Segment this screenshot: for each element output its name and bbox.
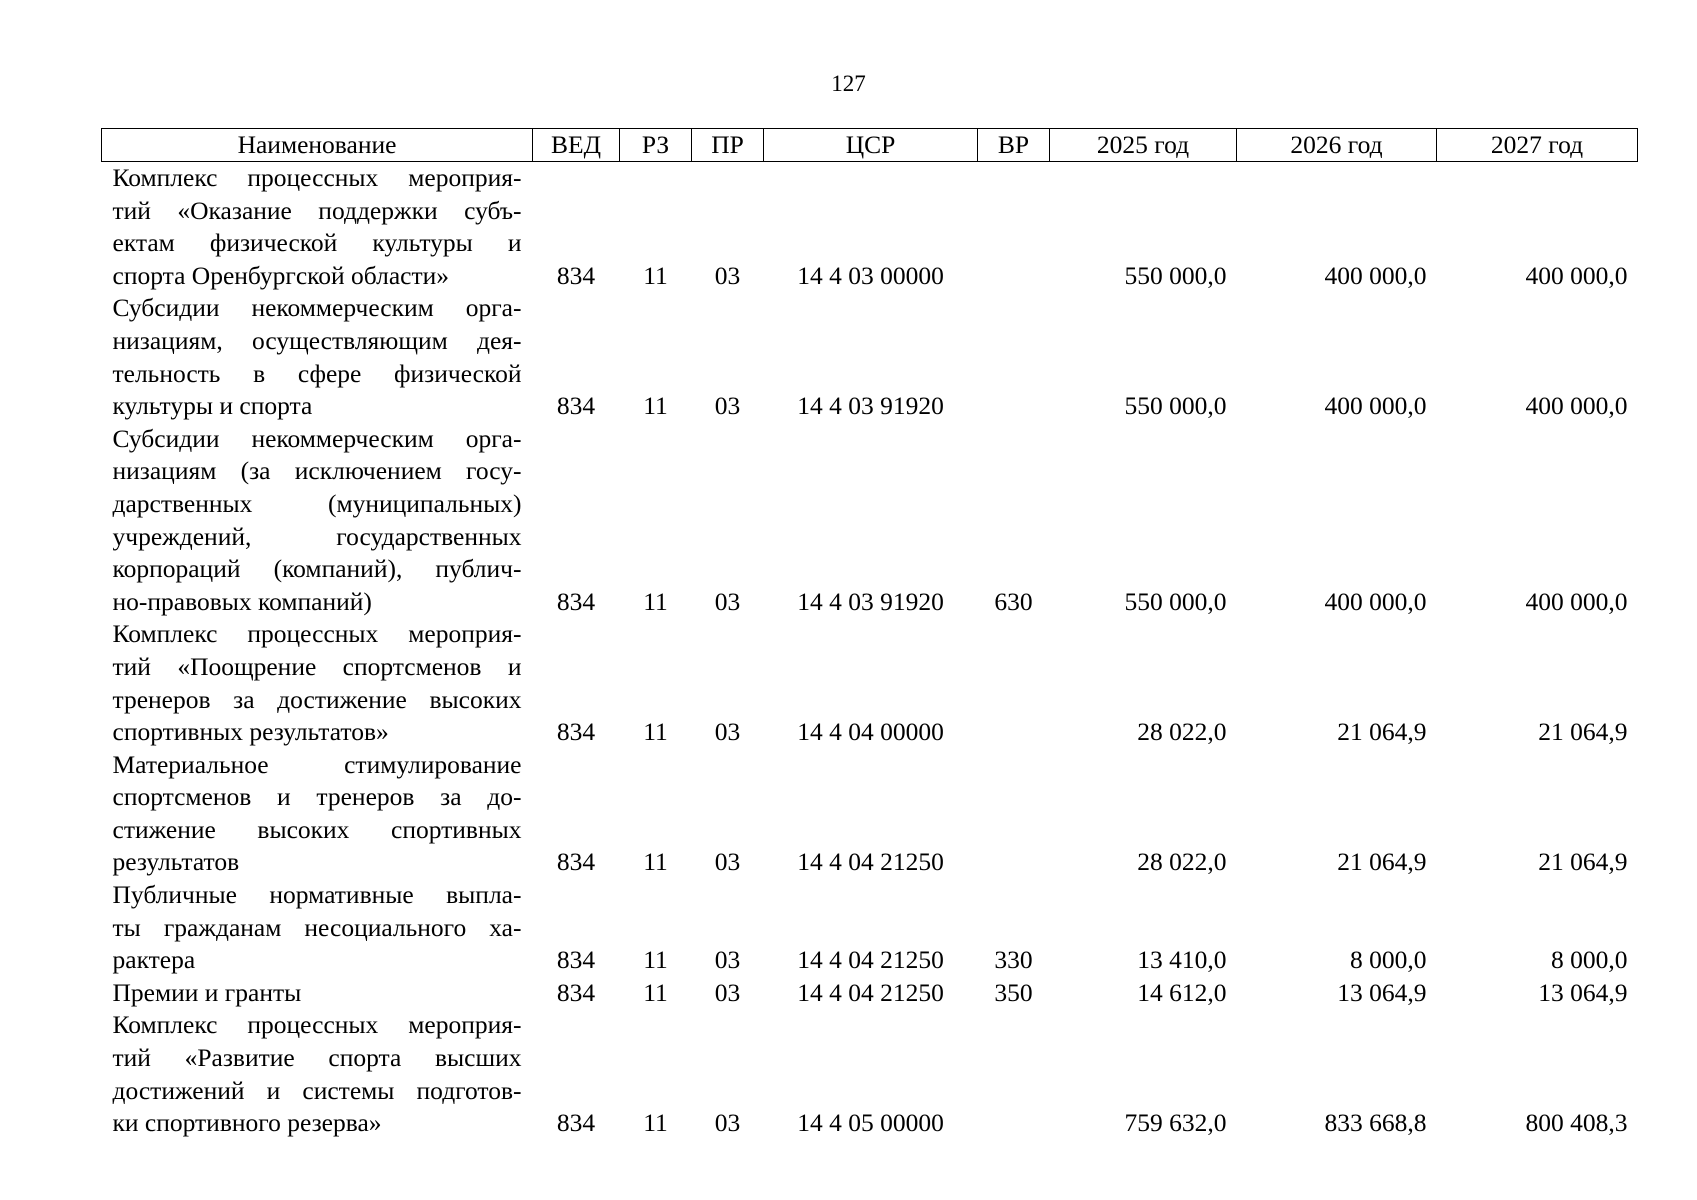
cell-y2026: 400 000,0 [1324, 260, 1427, 290]
cell-y2027: 400 000,0 [1525, 260, 1628, 290]
cell-y2025: 14 612,0 [1137, 977, 1227, 1007]
header-name: Наименование [102, 129, 533, 162]
row-name-line: тий «Поощрение спортсменов и [112, 651, 522, 681]
row-name-line: ты гражданам несоциального ха- [112, 912, 522, 942]
cell-pr: 03 [714, 586, 741, 616]
cell-y2027: 21 064,9 [1538, 717, 1628, 747]
cell-pr: 03 [714, 1108, 741, 1138]
row-name-line: результатов [112, 847, 240, 877]
header-pr: ПР [692, 129, 764, 162]
cell-rz: 11 [643, 717, 668, 747]
cell-vr [978, 1009, 1050, 1139]
cell-ved: 834 [556, 391, 596, 421]
cell-rz: 11 [643, 1108, 668, 1138]
row-name-line: учреждений, государственных [112, 521, 522, 551]
header-2027: 2027 год [1437, 129, 1638, 162]
row-name-line: стижение высоких спортивных [112, 814, 522, 844]
cell-ved: 834 [556, 586, 596, 616]
cell-ved: 834 [556, 260, 596, 290]
cell-csr: 14 4 04 21250 [797, 977, 944, 1007]
row-name-line: ектам физической культуры и [112, 228, 522, 258]
header-2026: 2026 год [1237, 129, 1437, 162]
row-name-line: Комплекс процессных мероприя- [112, 163, 522, 192]
cell-y2025: 550 000,0 [1124, 391, 1227, 421]
cell-pr: 03 [714, 847, 741, 877]
cell-pr: 03 [714, 977, 741, 1007]
table-row [102, 618, 1638, 748]
cell-y2025: 28 022,0 [1137, 847, 1227, 877]
cell-y2026: 400 000,0 [1324, 586, 1427, 616]
row-name-line: но-правовых компаний) [112, 586, 372, 616]
cell-y2026: 21 064,9 [1337, 717, 1427, 747]
row-name-line: Публичные нормативные выпла- [112, 880, 522, 910]
cell-ved: 834 [556, 977, 596, 1007]
row-name-line: Комплекс процессных мероприя- [112, 1010, 522, 1040]
cell-y2025: 28 022,0 [1137, 717, 1227, 747]
cell-vr [978, 618, 1050, 748]
row-name [102, 162, 533, 293]
row-name-line: Премии и гранты [112, 977, 302, 1007]
row-name-line: дарственных (муниципальных) [112, 488, 522, 518]
cell-vr: 350 [994, 977, 1033, 1007]
row-name-line: низациям, осуществляющим дея- [112, 325, 522, 355]
row-name-line: низациям (за исключением госу- [112, 456, 522, 486]
cell-ved: 834 [556, 945, 596, 975]
row-name [102, 618, 533, 748]
cell-y2026: 400 000,0 [1324, 391, 1427, 421]
cell-vr [978, 292, 1050, 422]
cell-y2027: 400 000,0 [1525, 586, 1628, 616]
table-row [102, 1009, 1638, 1139]
budget-table [101, 128, 1638, 1140]
cell-pr: 03 [714, 391, 741, 421]
cell-y2026: 21 064,9 [1337, 847, 1427, 877]
cell-y2027: 800 408,3 [1525, 1108, 1628, 1138]
row-name [102, 1009, 533, 1139]
row-name-line: тий «Оказание поддержки субъ- [112, 195, 522, 225]
cell-y2026: 8 000,0 [1350, 945, 1427, 975]
header-rz: РЗ [620, 129, 692, 162]
cell-y2025: 550 000,0 [1124, 260, 1227, 290]
cell-rz: 11 [643, 586, 668, 616]
cell-y2025: 13 410,0 [1137, 945, 1227, 975]
cell-csr: 14 4 05 00000 [797, 1108, 944, 1138]
cell-csr: 14 4 03 91920 [797, 586, 944, 616]
cell-csr: 14 4 04 00000 [797, 717, 944, 747]
cell-pr: 03 [714, 717, 741, 747]
cell-y2027: 400 000,0 [1525, 391, 1628, 421]
cell-csr: 14 4 04 21250 [797, 847, 944, 877]
table-row [102, 162, 1638, 293]
cell-vr: 330 [994, 945, 1033, 975]
cell-y2026: 833 668,8 [1324, 1108, 1427, 1138]
table-row [102, 749, 1638, 879]
row-name-line: спортсменов и тренеров за до- [112, 782, 522, 812]
row-name-line: тий «Развитие спорта высших [112, 1043, 522, 1073]
row-name [102, 879, 533, 977]
cell-rz: 11 [643, 391, 668, 421]
table-row [102, 423, 1638, 619]
table-header [102, 129, 1638, 162]
table-row [102, 977, 1638, 1010]
cell-csr: 14 4 04 21250 [797, 945, 944, 975]
row-name [102, 292, 533, 422]
header-row [102, 129, 1638, 162]
page-number: 127 [831, 71, 866, 96]
cell-ved: 834 [556, 847, 596, 877]
cell-y2026: 13 064,9 [1337, 977, 1427, 1007]
row-name [102, 749, 533, 879]
cell-rz: 11 [643, 977, 668, 1007]
cell-vr [978, 749, 1050, 879]
row-name-line: тельность в сфере физической [112, 358, 522, 388]
row-name-line: спорта Оренбургской области» [112, 260, 450, 290]
row-name-line: корпораций (компаний), публич- [112, 554, 522, 584]
row-name-line: культуры и спорта [112, 391, 313, 421]
table-row [102, 292, 1638, 422]
cell-y2027: 21 064,9 [1538, 847, 1628, 877]
cell-rz: 11 [643, 260, 668, 290]
cell-pr: 03 [714, 945, 741, 975]
cell-y2027: 8 000,0 [1551, 945, 1628, 975]
cell-y2025: 550 000,0 [1124, 586, 1227, 616]
row-name-line: Комплекс процессных мероприя- [112, 619, 522, 649]
cell-y2027: 13 064,9 [1538, 977, 1628, 1007]
row-name-line: спортивных результатов» [112, 717, 389, 747]
cell-csr: 14 4 03 91920 [797, 391, 944, 421]
row-name-line: Материальное стимулирование [112, 749, 522, 779]
header-ved: ВЕД [533, 129, 620, 162]
row-name [102, 423, 533, 619]
cell-vr [978, 162, 1050, 293]
row-name-line: Субсидии некоммерческим орга- [112, 293, 522, 323]
cell-ved: 834 [556, 717, 596, 747]
table-body [102, 162, 1638, 1140]
cell-csr: 14 4 03 00000 [797, 260, 944, 290]
cell-rz: 11 [643, 945, 668, 975]
cell-vr: 630 [994, 586, 1033, 616]
row-name-line: ки спортивного резерва» [112, 1108, 382, 1138]
cell-rz: 11 [643, 847, 668, 877]
row-name-line: тренеров за достижение высоких [112, 684, 522, 714]
cell-y2025: 759 632,0 [1124, 1108, 1227, 1138]
header-csr: ЦСР [764, 129, 978, 162]
cell-pr: 03 [714, 260, 741, 290]
table-row [102, 879, 1638, 977]
header-2025: 2025 год [1050, 129, 1237, 162]
cell-ved: 834 [556, 1108, 596, 1138]
header-vr: ВР [978, 129, 1050, 162]
row-name-line: Субсидии некоммерческим орга- [112, 423, 522, 453]
row-name-line: рактера [112, 945, 196, 975]
row-name-line: достижений и системы подготов- [112, 1075, 522, 1105]
row-name [102, 977, 533, 1010]
